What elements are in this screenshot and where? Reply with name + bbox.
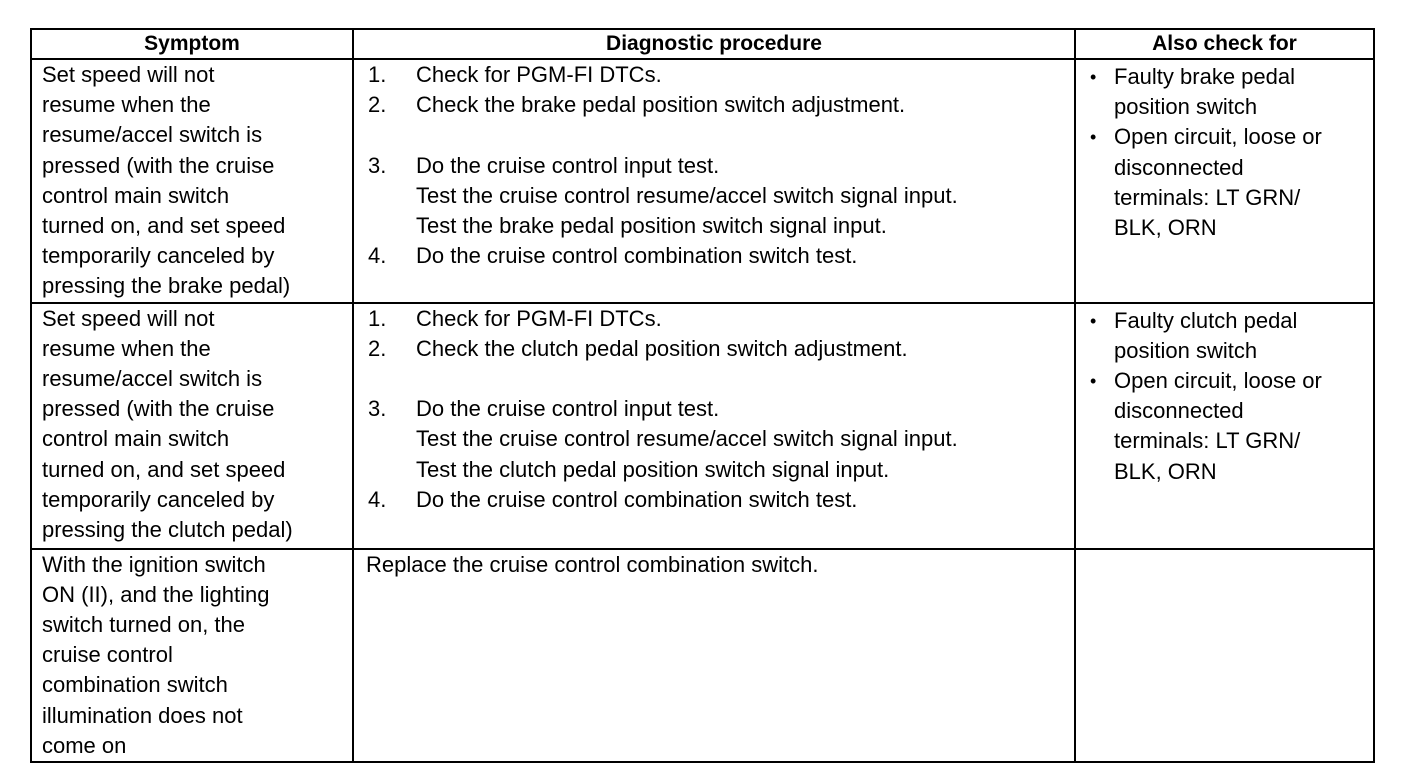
check-text: Open circuit, loose or disconnected terminals: LT GRN/ BLK, ORN [1114,368,1322,484]
check-text: Faulty clutch pedal position switch [1114,307,1298,363]
step-subtext: Test the clutch pedal position switch signal input. [416,456,890,482]
check-text: Open circuit, loose or disconnected terminals: LT GRN/ BLK, ORN [1114,124,1322,241]
check-item [1090,122,1367,243]
procedure-steps [368,60,1066,271]
procedure-steps [368,304,1066,515]
procedure-cell [353,303,1075,549]
table-row [31,549,1374,762]
step-subtext: Test the cruise control resume/accel switch signal input. [416,426,958,452]
check-item [1090,306,1367,366]
diagnostic-table [30,28,1375,763]
header-symptom: Symptom [31,29,353,59]
step-subtext: Test the brake pedal position switch signal input. [416,213,887,238]
header-row [31,29,1374,59]
procedure-cell: Replace the cruise control combination switch. [353,549,1075,762]
check-text: Faulty brake pedal position switch [1114,64,1295,120]
step-number: 4. [368,243,387,269]
step-number: 3. [368,152,387,178]
step-text: Do the cruise control combination switch test. [416,486,858,512]
also-check-cell-empty [1075,549,1374,762]
step-number: 1. [368,305,387,331]
step-number: 1. [368,62,387,87]
step-text: Do the cruise control combination switch test. [416,243,858,269]
table-row [31,303,1374,549]
bullet-icon: • [1090,310,1097,331]
header-diagnostic-procedure: Diagnostic procedure [353,29,1075,59]
step-number: 2. [368,335,387,361]
symptom-cell: Set speed will not resume when the resume/accel switch is pressed (with the cruise control main switch turned on, and set speed temporarily canceled by pressing the clutch pedal) [31,303,353,549]
check-list [1076,60,1373,243]
procedure-step [368,394,1066,485]
step-text: Check the clutch pedal position switch adjustment. [416,335,908,361]
check-item [1090,62,1367,122]
procedure-step [368,304,1066,334]
symptom-cell: With the ignition switch ON (II), and the lighting switch turned on, the cruise control combination switch illumination does not come on [31,549,353,762]
procedure-cell [353,59,1075,303]
step-text: Do the cruise control input test. [416,152,720,178]
check-item [1090,366,1367,487]
step-subtext: Test the cruise control resume/accel switch signal input. [416,182,958,208]
step-text: Check for PGM-FI DTCs. [416,305,662,331]
also-check-cell [1075,59,1374,303]
step-number: 3. [368,396,387,422]
table-row [31,59,1374,303]
procedure-step [368,90,1066,120]
step-text: Do the cruise control input test. [416,396,720,422]
bullet-icon: • [1090,371,1097,392]
procedure-step [368,334,1066,364]
step-number: 4. [368,486,387,512]
procedure-step [368,485,1066,515]
step-number: 2. [368,92,387,118]
procedure-step [368,241,1066,271]
check-list [1076,304,1373,487]
bullet-icon: • [1090,67,1097,87]
step-text: Check for PGM-FI DTCs. [416,62,662,87]
procedure-step [368,151,1066,242]
header-also-check-for: Also check for [1075,29,1374,59]
bullet-icon: • [1090,127,1097,148]
procedure-step [368,60,1066,90]
step-text: Check the brake pedal position switch adjustment. [416,92,906,118]
also-check-cell [1075,303,1374,549]
symptom-cell: Set speed will not resume when the resume/accel switch is pressed (with the cruise control main switch turned on, and set speed temporarily canceled by pressing the brake pedal) [31,59,353,303]
